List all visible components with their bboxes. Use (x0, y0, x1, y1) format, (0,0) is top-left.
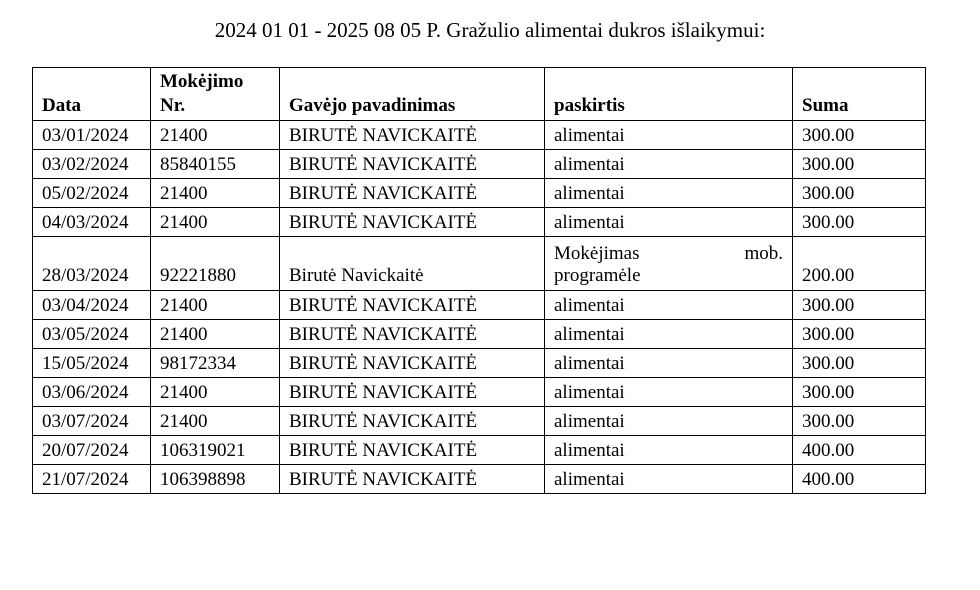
purpose-line1 (554, 243, 783, 265)
cell-recipient: BIRUTĖ NAVICKAITĖ (280, 465, 545, 494)
cell-amount: 300.00 (793, 150, 926, 179)
cell-date: 03/02/2024 (33, 150, 151, 179)
table-header-row (33, 68, 926, 121)
cell-recipient: BIRUTĖ NAVICKAITĖ (280, 320, 545, 349)
cell-amount: 300.00 (793, 291, 926, 320)
table-row (33, 378, 926, 407)
cell-recipient: BIRUTĖ NAVICKAITĖ (280, 291, 545, 320)
header-amount: Suma (793, 68, 926, 121)
header-payment-number-line1: Mokėjimo (160, 71, 244, 92)
header-purpose: paskirtis (545, 68, 793, 121)
cell-recipient: BIRUTĖ NAVICKAITĖ (280, 349, 545, 378)
table-row (33, 291, 926, 320)
cell-date: 03/04/2024 (33, 291, 151, 320)
cell-recipient: BIRUTĖ NAVICKAITĖ (280, 208, 545, 237)
header-payment-number-line2: Nr. (160, 95, 186, 116)
table-row (33, 349, 926, 378)
cell-amount: 300.00 (793, 208, 926, 237)
cell-payment-number: 106398898 (151, 465, 280, 494)
cell-payment-number: 21400 (151, 407, 280, 436)
cell-amount: 300.00 (793, 407, 926, 436)
table-row (33, 465, 926, 494)
cell-payment-number: 21400 (151, 378, 280, 407)
cell-date: 03/07/2024 (33, 407, 151, 436)
cell-purpose: alimentai (545, 291, 793, 320)
cell-purpose: alimentai (545, 121, 793, 150)
table-row (33, 150, 926, 179)
cell-amount: 300.00 (793, 320, 926, 349)
purpose-line2: programėle (554, 265, 641, 286)
cell-date: 03/05/2024 (33, 320, 151, 349)
table-row (33, 208, 926, 237)
cell-payment-number: 21400 (151, 179, 280, 208)
cell-payment-number: 21400 (151, 121, 280, 150)
cell-date: 04/03/2024 (33, 208, 151, 237)
cell-purpose: alimentai (545, 465, 793, 494)
cell-purpose: alimentai (545, 320, 793, 349)
cell-recipient: BIRUTĖ NAVICKAITĖ (280, 407, 545, 436)
cell-purpose: alimentai (545, 150, 793, 179)
cell-recipient: BIRUTĖ NAVICKAITĖ (280, 179, 545, 208)
cell-recipient: BIRUTĖ NAVICKAITĖ (280, 378, 545, 407)
payments-table (32, 67, 926, 494)
cell-payment-number: 21400 (151, 208, 280, 237)
cell-payment-number: 106319021 (151, 436, 280, 465)
document-title: 2024 01 01 - 2025 08 05 P. Gražulio alimentai dukros išlaikymui: (214, 18, 766, 42)
cell-recipient: Birutė Navickaitė (280, 237, 545, 291)
header-payment-number (151, 68, 280, 121)
cell-date: 28/03/2024 (33, 237, 151, 291)
cell-purpose: alimentai (545, 378, 793, 407)
cell-recipient: BIRUTĖ NAVICKAITĖ (280, 121, 545, 150)
cell-date: 05/02/2024 (33, 179, 151, 208)
cell-payment-number: 85840155 (151, 150, 280, 179)
cell-payment-number: 98172334 (151, 349, 280, 378)
cell-amount: 300.00 (793, 349, 926, 378)
cell-amount: 200.00 (793, 237, 926, 291)
cell-date: 03/06/2024 (33, 378, 151, 407)
purpose-word: mob. (744, 243, 783, 264)
cell-purpose (545, 237, 793, 291)
cell-purpose: alimentai (545, 407, 793, 436)
cell-date: 03/01/2024 (33, 121, 151, 150)
cell-amount: 400.00 (793, 465, 926, 494)
cell-purpose: alimentai (545, 179, 793, 208)
header-recipient: Gavėjo pavadinimas (280, 68, 545, 121)
cell-payment-number: 92221880 (151, 237, 280, 291)
cell-payment-number: 21400 (151, 291, 280, 320)
cell-amount: 400.00 (793, 436, 926, 465)
cell-amount: 300.00 (793, 179, 926, 208)
cell-date: 15/05/2024 (33, 349, 151, 378)
table-row (33, 436, 926, 465)
cell-date: 21/07/2024 (33, 465, 151, 494)
purpose-word: Mokėjimas (554, 243, 640, 264)
cell-purpose: alimentai (545, 208, 793, 237)
table-row (33, 407, 926, 436)
cell-purpose: alimentai (545, 349, 793, 378)
cell-recipient: BIRUTĖ NAVICKAITĖ (280, 150, 545, 179)
cell-recipient: BIRUTĖ NAVICKAITĖ (280, 436, 545, 465)
cell-date: 20/07/2024 (33, 436, 151, 465)
cell-amount: 300.00 (793, 121, 926, 150)
cell-payment-number: 21400 (151, 320, 280, 349)
table-row (33, 237, 926, 291)
table-row (33, 121, 926, 150)
cell-purpose: alimentai (545, 436, 793, 465)
header-date: Data (33, 68, 151, 121)
cell-amount: 300.00 (793, 378, 926, 407)
table-row (33, 179, 926, 208)
table-row (33, 320, 926, 349)
